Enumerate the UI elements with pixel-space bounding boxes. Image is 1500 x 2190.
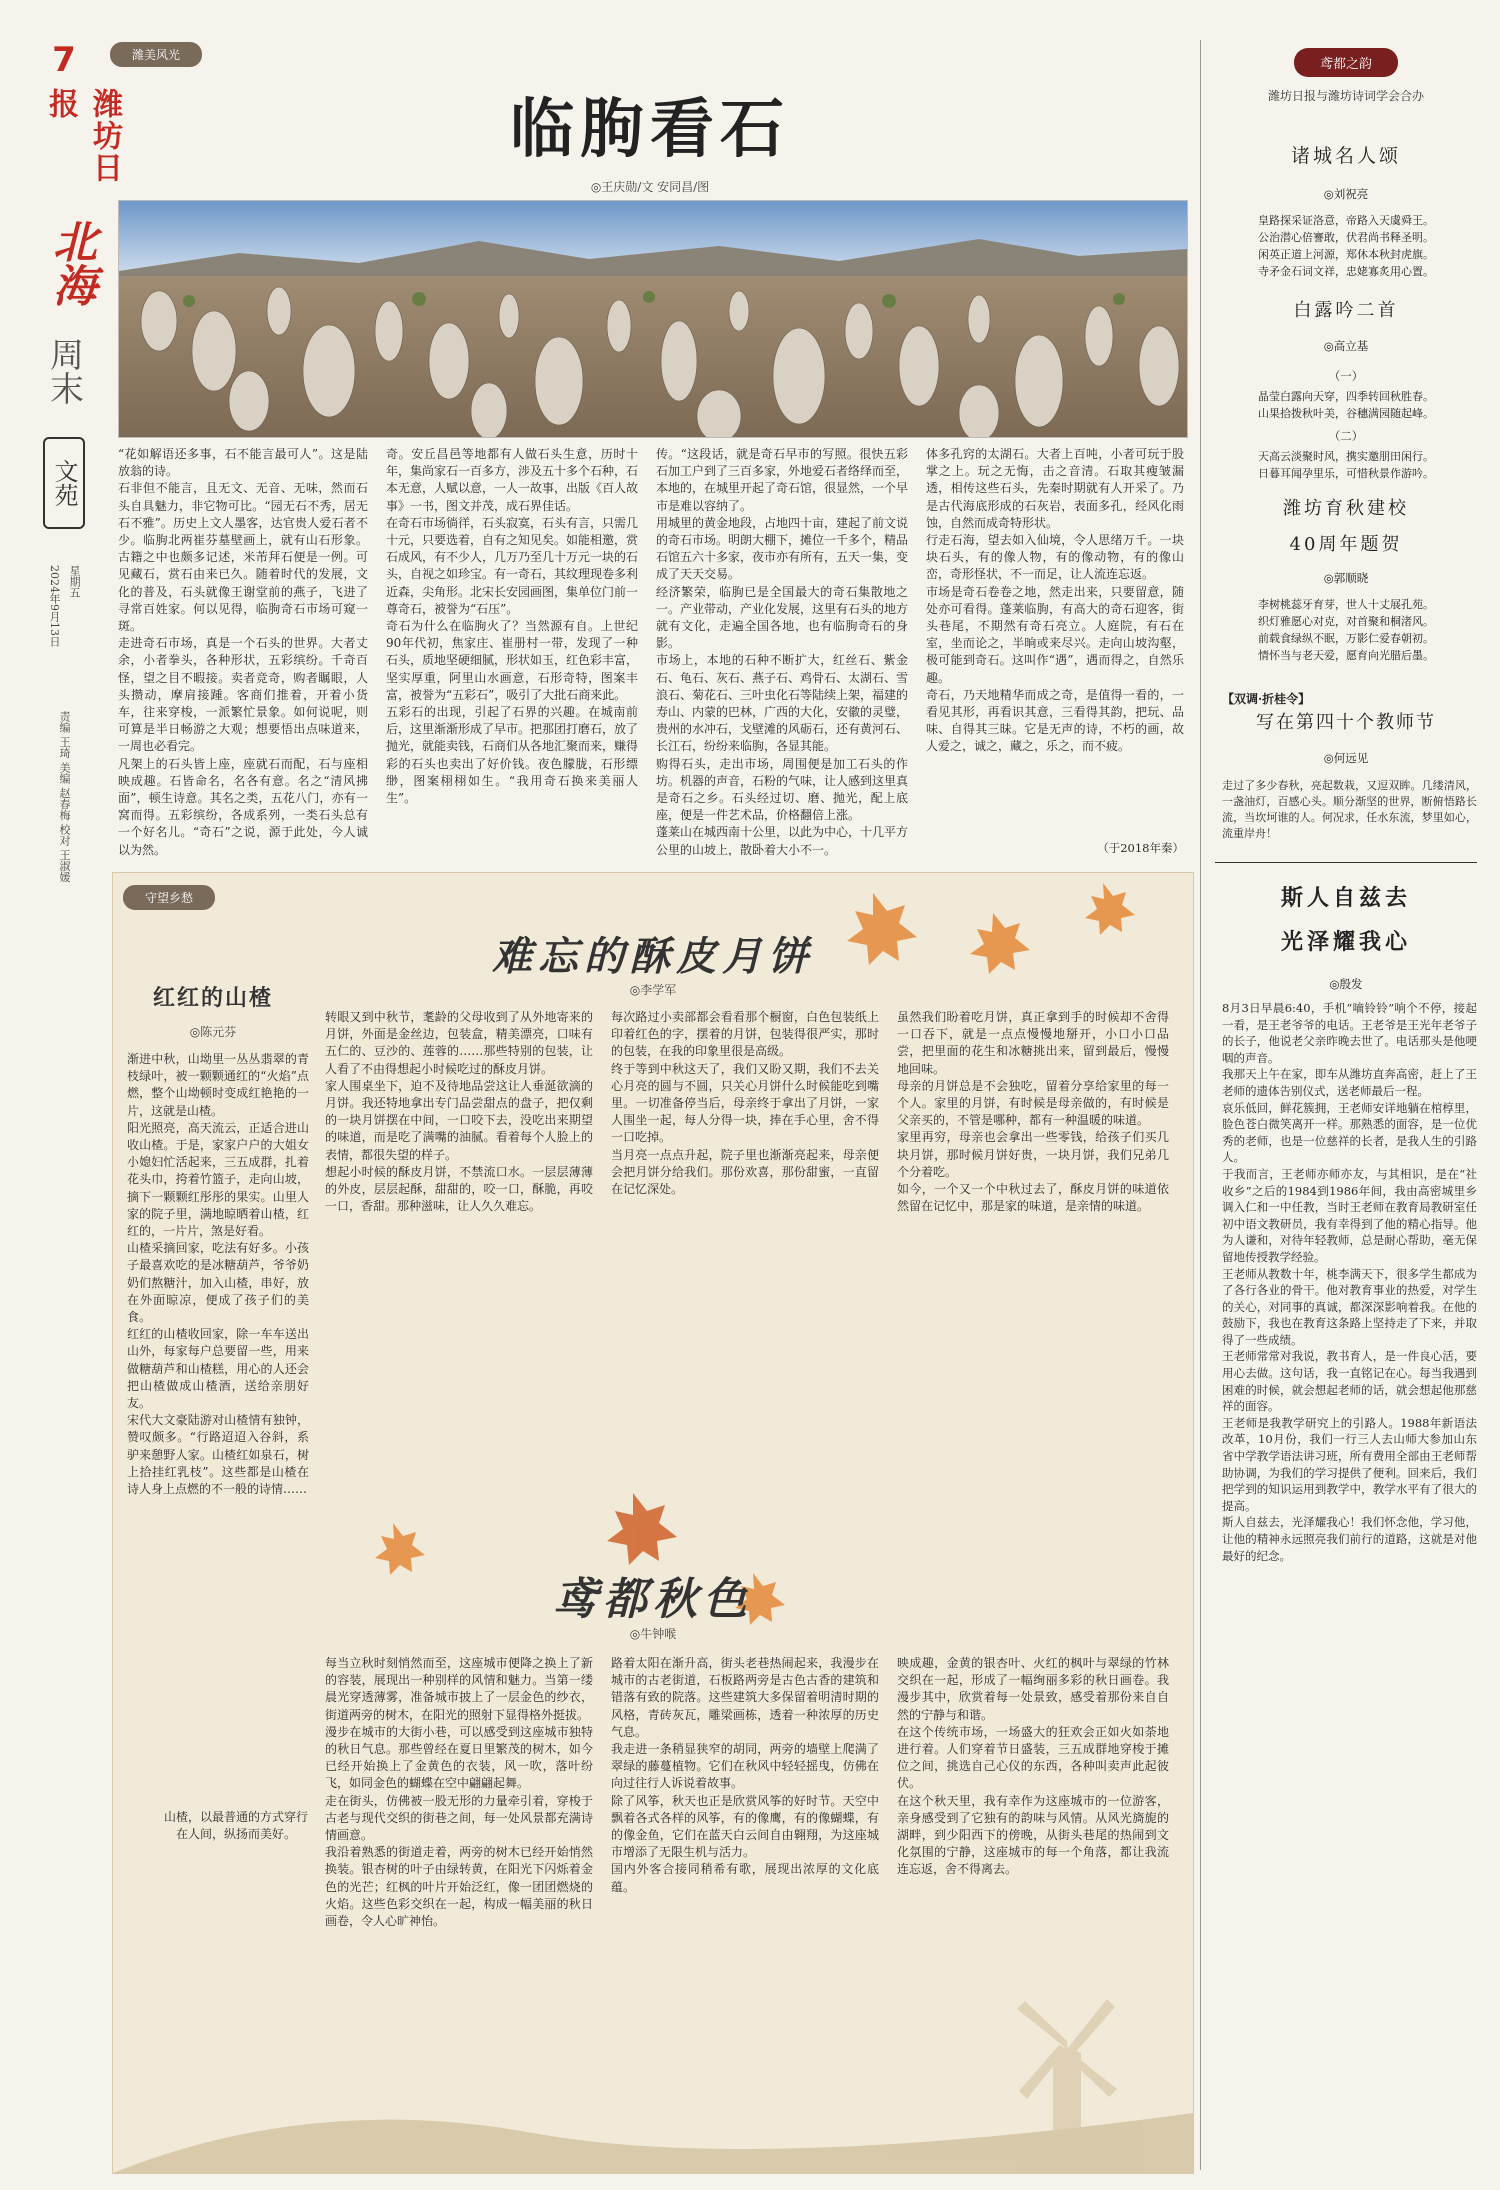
autumn-city-column-3: 映成趣，金黄的银杏叶、火红的枫叶与翠绿的竹林交织在一起，形成了一幅绚丽多彩的秋日画卷。我漫步其中，欣赏着每一处景致，感受着那份来自自然的宁静与和谐。 在这个传统市场，一场盛大的狂欢会正如火如荼地进行着。人们穿着节日盛装，三五成群地穿梭于摊位之间，挑选自己心仪的东西，各种叫卖声此起彼伏。 在这个秋天里，我有幸作为这座城市的一位游客，亲身感受到了它独有的韵味与风情。从风光旖旎的湖畔，到少阳西下的傍晚，从街头巷尾的热闹到文化氛围的宁静，这座城市的每一个角落，都让我流连忘返，舍不得离去。: [897, 1656, 1169, 1877]
poem2-part1-label: （一）: [1328, 369, 1364, 383]
article1-column-4: 体多孔窍的太湖石。大者上百吨，小者可玩于股掌之上。玩之无悔，击之音清。石取其瘦皱漏透，相传这些石头，先秦时期就有人开采了。乃是古代海底形成的石灰岩，表面多孔，经风化雨蚀，自然而成奇特形状。 行走石海，望去如入仙境，令人思绪万千。一块块石头，有的像人物，有的像动物，有的像山峦，奇形怪状，不一而足，让人流连忘返。 市场是奇石卷卷之地，然走出来，只要留意，随处亦可看得。蓬莱临朐，有高大的奇石迎客，街头巷尾，不期然有奇石亮立。人庭院，有石在室，坐而论之，半晌或来尽兴。走向山坡沟壑，极可能到奇石。这叫作“遇”，遇而得之，自然乐趣。 奇石，乃天地精华而成之奇，是值得一看的，一看见其形，再看识其意，三看得其韵，把玩、品味、自得其三昧。它是无声的诗，不朽的画，故人爱之，诚之，藏之，乐之，而不疲。: [926, 447, 1184, 754]
poem4-text: 走过了多少春秋，亮起数栽，又逗双眸。几缕清风，一盏油灯，百感心头。顺分渐坚的世界，断俯悟路长流，当坎坷谁的人。何况求，任水东流，梦里如心，流重岸舟！: [1222, 779, 1477, 840]
poem3-title: 潍坊育秋建校: [1283, 498, 1409, 519]
mooncake-title: 难忘的酥皮月饼: [492, 933, 814, 980]
article1-column-1: “花如解语还多事，石不能言最可人”。这是陆放翁的诗。 石非但不能言，且无文、无音、无味，然而石头自具魅力，非它物可比。“园无石不秀，居无石不雅”。历史上文人墨客，达官贵人爱石者不少。临朐北两崔芬墓壁画上，就有山石形象。古籍之中也颇多记述，米芾拜石便是一例。可见藏石，赏石由来已久。随着时代的发展，文化的普及，石头就像王谢堂前的燕子，飞进了寻常百姓家。何以见得，临朐奇石市场可窥一斑。 走进奇石市场，真是一个石头的世界。大者丈余，小者拳头，各种形状，五彩缤纷。千奇百怪，望之目不暇接。卖者竞奇，购者瞩眼，人头攒动，摩肩接踵。客商们推着，开着小货车，往来穿梭，一派繁忙景象。如何说呢，则可算是半日畅游之大观；想要悟出点味道来，一周也必看完。 凡架上的石头皆上座，座就石而配，石与座相映成趣。石皆命名，名各有意。名之“清风拂面”，顿生诗意。其名之类，五花八门，亦有一窝而得。五彩缤纷，各成系列，一类石头总有一个好名儿。“奇石”之说，源于此处，今人诚以为然。: [118, 447, 368, 856]
right-section-subtitle: 潍坊日报与潍坊诗词学会合办: [1267, 89, 1424, 103]
section-tag-scenery: 潍美风光: [110, 42, 202, 67]
mooncake-column-1: 转眼又到中秋节，耄龄的父母收到了从外地寄来的月饼，外面是金丝边，包装盒，精美漂亮，口味有五仁的、豆沙的、莲蓉的……那些特别的包装，让人看了不由得想起小时候吃过的酥皮月饼。 家人围桌坐下，迫不及待地品尝这让人垂涎欲滴的月饼。我还特地拿出专门品尝甜点的盘子，把仅剩的一块月饼摆在中间，一口咬下去，没吃出来期望的味道，而是吃了满嘴的油腻。看着每个人脸上的表情，都很失望的样子。 想起小时候的酥皮月饼，不禁流口水。一层层薄薄的外皮，层层起酥，甜甜的，咬一口，酥脆，再咬一口，香甜。那种滋味，让人久久难忘。: [325, 1010, 593, 1214]
mooncake-column-2: 每次路过小卖部都会看看那个橱窗，白色包装纸上印着红色的字，摆着的月饼，包装得很严实，那时的包装，在我的印象里很是高级。 终于等到中秋这天了，我们又盼又期，我们不去关心月亮的圆与不圆，只关心月饼什么时候能吃到嘴里。一切准备停当后，母亲终于拿出了月饼，一家人围坐一起，每人分得一块，捧在手心里，舍不得一口吃掉。 当月亮一点点升起，院子里也渐渐亮起来，母亲便会把月饼分给我们。那份欢喜，那份甜蜜，一直留在记忆深处。: [611, 1010, 879, 1197]
essay-author: ◎殷发: [1329, 977, 1363, 991]
stone-field-photo: [118, 200, 1188, 438]
issue-date: 2024年9月13日: [48, 565, 61, 647]
section-week: 周末: [43, 337, 84, 405]
article1-column-2: 奇。安丘昌邑等地都有人做石头生意，历时十年，集尚家石一百多方，涉及五十多个石种，石本无意，人赋以意，一人一故事，出版《百人故事》一书，图文并茂，成石界佳话。 在奇石市场徜徉，石头寂寞，石头有言，只需几十元，只要选着，自有之知见矣。如能相邀，赏石成风，有不少人，几万乃至几十万元一块的石头，自视之如珍宝。有一奇石，其纹理现卷多利近森，尖角形。北宋长安园画图，集单位门前一尊奇石，被誉为“石压”。 奇石为什么在临朐火了？当然源有自。上世纪90年代初，焦家庄、崔册村一带，发现了一种石头，质地坚硬细腻，形状如玉，红色彩丰富，坚实厚重，阿里山水画意，石形奇特，图案丰富，被誉为“五彩石”，吸引了大批石商来此。 五彩石的出现，引起了石界的兴趣。在城南前后，这里渐渐形成了早市。把那团打磨石，放了抛光，就能卖钱，石商们从各地汇聚而来，赚得彩的石头也卖出了好价钱。夜色朦胧，石形缥缈，图案栩栩如生。“我用奇石换来美丽人生”。: [386, 447, 638, 806]
article-byline: ◎王庆勋/文 安同昌/图: [590, 180, 710, 194]
poem2-title: 白露吟二首: [1293, 300, 1399, 321]
poem1-author: ◎刘祝亮: [1323, 187, 1369, 201]
hawthorn-closing: 山楂，以最普通的方式穿行在人间，纵扬而美好。: [163, 1810, 308, 1842]
mooncake-byline: ◎李学军: [629, 983, 677, 997]
article1-date-note: （于2018年秦）: [1097, 841, 1184, 855]
section-name: 北海: [45, 219, 96, 307]
poem4-author: ◎何远见: [1323, 751, 1369, 765]
autumn-city-column-2: 路着太阳在渐升高，街头老巷热闹起来，我漫步在城市的古老街道，石板路两旁是古色古香的建筑和错落有致的院落。这些建筑大多保留着明清时期的风格，青砖灰瓦，雕梁画栋，透着一种浓厚的历史气息。 我走进一条稍显狭窄的胡同，两旁的墙壁上爬满了翠绿的藤蔓植物。它们在秋风中轻轻摇曳，仿佛在向过往行人诉说着故事。 除了风筝，秋天也正是欣赏风筝的好时节。天空中飘着各式各样的风筝，有的像鹰，有的像蝴蝶，有的像金鱼，它们在蓝天白云间自由翱翔，为这座城市增添了无限生机与活力。 国内外客合接同稍希有歌，展现出浓厚的文化底蕴。: [611, 1656, 879, 1894]
page-number: 7: [52, 40, 76, 80]
essay-title-line1: 斯人自兹去: [1280, 885, 1411, 911]
poem2-author: ◎高立基: [1323, 339, 1369, 353]
poem3-author: ◎郭顺晓: [1323, 571, 1369, 585]
mooncake-column-3: 虽然我们盼着吃月饼，真正拿到手的时候却不舍得一口吞下，就是一点点慢慢地掰开，小口小口品尝，把里面的花生和冰糖挑出来，留到最后，慢慢地回味。 母亲的月饼总是不会独吃，留着分享给家里的每一个人。家里的月饼，有时候是母亲做的，有时候是父亲买的，不管是哪种，都有一种温暖的味道。 家里再穷，母亲也会拿出一些零钱，给孩子们买几块月饼，那时候月饼好贵，一块月饼，我们兄弟几个分着吃。 如今，一个又一个中秋过去了，酥皮月饼的味道依然留在记忆中，那是家的味道，是亲情的味道。: [897, 1010, 1169, 1214]
poem2-part1-text: 晶莹白露向天穿，四季转回秋胜春。 山果拾拨秋叶美，谷穗满园随起峰。: [1258, 390, 1434, 420]
paper-name: 潍坊日报: [43, 88, 122, 184]
hawthorn-title: 红红的山楂: [152, 985, 273, 1011]
autumn-city-title: 鸢都秋色: [553, 1574, 753, 1625]
autumn-city-byline: ◎牛钟喉: [629, 1627, 677, 1641]
hawthorn-byline: ◎陈元芬: [189, 1025, 237, 1039]
poem2-part2-label: （二）: [1328, 429, 1364, 443]
issue-weekday: 星期五: [68, 565, 81, 598]
essay-title-line2: 光泽耀我心: [1280, 929, 1411, 955]
poem4-tag: 【双调·折桂令】: [1222, 692, 1311, 706]
right-section-header: 鸢都之韵 潍坊日报与潍坊诗词学会合办: [1215, 48, 1477, 104]
essay-text: 8月3日早晨6:40，手机“嘀铃铃”响个不停，接起一看，是王老爷爷的电话。王老爷是王光年老爷子的长子，他说老父亲昨晚去世了。电话那头是他哽咽的声音。 我那天上午在家，即车从潍坊直奔高密，赶上了王老师的遗体告别仪式，送老师最后一程。 哀乐低回，鲜花簇拥，王老师安详地躺在棺椁里，脸色苍白微笑离开一样。那熟悉的面容，是一位优秀的老师，也是一位慈祥的长者，是我人生的引路人。 于我而言，王老师亦师亦友，与其相识，是在“社收乡”之后的1984到1986年间，我由高密城里乡调入仁和一中任教，当时王老师在教育局教研室任初中语文教研员，我有幸得到了他的精心指导。他为人谦和，对待年轻教师，总是耐心帮助，毫无保留地传授教学经验。 王老师从教数十年，桃李满天下，很多学生都成为了各行各业的骨干。他对教育事业的热爱，对学生的关心，对同事的真诚，都深深影响着我。在他的鼓励下，我也在教育这条路上坚持走了下来，并取得了一些成绩。 王老师常常对我说，教书育人，是一件良心活，要用心去做。这句话，我一直铭记在心。每当我遇到困难的时候，就会想起老师的话，就会想起他那慈祥的面容。 王老师是我教学研究上的引路人。1988年新语法改革，10月份，我们一行三人去山师大参加山东省中学教学语法讲习班，所有费用全部由王老师帮助协调，为我们的学习提供了便利。回来后，我们把学到的知识运用到教学中，教学水平有了很大的提高。 斯人自兹去，光泽耀我心！我们怀念他，学习他，让他的精神永远照亮我们前行的道路，这就是对他最好的纪念。: [1222, 1001, 1477, 1563]
right-column-divider: [1200, 40, 1201, 2170]
poem1-title: 诸城名人颂: [1290, 145, 1401, 167]
poem3-text: 李树桃蕊牙育芽，世人十丈展孔苑。 织灯雅愿心对克，对首聚和桐渚风。 前载食绿纵不眠，万影仁爱春朝初。 情怀当与老天爱，愿育向光腊后墨。: [1258, 598, 1434, 662]
autumn-feature-box: [112, 872, 1194, 2174]
column-badge: 文苑: [43, 437, 85, 529]
article-title: 临朐看石: [510, 92, 790, 167]
autumn-city-column-1: 每当立秋时刻悄然而至，这座城市便降之换上了新的容装，展现出一种别样的风情和魅力。当第一缕晨光穿透薄雾，准备城市披上了一层金色的纱衣，街道两旁的树木，在阳光的照射下显得格外挺拔。 漫步在城市的大街小巷，可以感受到这座城市独特的秋日气息。那些曾经在夏日里繁茂的树木，如今已经开始换上了金黄色的衣装，风一吹，落叶纷飞，如同金色的蝴蝶在空中翩翩起舞。 走在街头，仿佛被一股无形的力量牵引着，穿梭于古老与现代交织的街巷之间，每一处风景都充满诗情画意。 我沿着熟悉的街道走着，两旁的树木已经开始悄然换装。银杏树的叶子由绿转黄，在阳光下闪烁着金色的光芒；红枫的叶片开始泛红，像一团团燃烧的火焰。这些色彩交织在一起，构成一幅美丽的秋日画卷，令人心旷神怡。: [325, 1656, 593, 1929]
masthead: [38, 40, 122, 930]
poem2-part2-text: 天高云淡聚时风，携实邀朋田闲行。 日暮耳闻孕里乐，可惜秋景作游吟。: [1258, 450, 1434, 480]
right-column-rule: [1215, 862, 1477, 863]
poem1-text: 皇路探采证洛意，帝路入天虞舜王。 公治潜心倍謇敢，伏君尚书释圣明。 闲英正道上河源，郑休本秋封虎旗。 寺矛金石词文祥，忠姥寡炙用心置。: [1258, 214, 1434, 278]
section-tag-nostalgia: 守望乡愁: [123, 885, 215, 910]
stone-field-illustration: [119, 201, 1187, 437]
editors-credit: 责编 王琦 美编 赵春梅 校对 王淑媛: [58, 711, 71, 883]
poem4-title: 写在第四十个教师节: [1256, 712, 1436, 733]
hawthorn-text: 渐进中秋，山坳里一丛丛翡翠的青枝绿叶，被一颗颗通红的“火焰”点燃，整个山坳顿时变成红艳艳的一片，这就是山楂。 阳光照亮，高天流云，正适合进山收山楂。于是，家家户户的大姐女小媳妇忙活起来，三五成群，扎着花头巾，挎着竹篮子，走向山坡，摘下一颗颗红彤彤的果实。山里人家的院子里，满地晾晒着山楂，红红的，一片片，煞是好看。 山楂采摘回家，吃法有好多。小孩子最喜欢吃的是冰糖葫芦，爷爷奶奶们熬糖汁，加入山楂，串好，放在外面晾凉，便成了孩子们的美食。 红红的山楂收回家，除一车车送出山外，每家每户总要留一些，用来做糖葫芦和山楂糕，用心的人还会把山楂做成山楂酒，送给亲朋好友。 宋代大文豪陆游对山楂情有独钟，赞叹颇多。“行路迢迢入谷斜，系驴来憩野人家。山楂红如泉石，树上拾挂红乳枝”。这些都是山楂在诗人身上点燃的不一般的诗情……: [127, 1052, 309, 1497]
poem3-title-line2: 40周年题贺: [1289, 534, 1403, 555]
article1-column-3: 传。“这段话，就是奇石早市的写照。很快五彩石加工户到了三百多家，外地爱石者络绎而至，本地的，在城里开起了奇石馆，很显然，一个早市是难以容纳了。 用城里的黄金地段，占地四十亩，建起了前文说的奇石市场。明朗大棚下，摊位一千多个，精品石馆五六十多家，夜市亦有所有，五天一集，变成了天天交易。 经济繁荣，临朐已是全国最大的奇石集散地之一。产业带动，产业化发展，这里有石头的地方就有文化，走遍全国各地，也有临朐奇石的身影。 市场上，本地的石种不断扩大，红丝石、紫金石、龟石、灰石、燕子石、鸡骨石、太湖石、雪浪石、菊花石、三叶虫化石等陆续上架，福建的寿山、内蒙的巴林，广西的大化，安徽的灵璧，贵州的水冲石，戈壁滩的风砺石，还有黄河石、长江石，纷纷来临朐，各显其能。 购得石头，走出市场，周围便是加工石头的作坊。机器的声音，石粉的气味，让人感到这里真是奇石之乡。石头经过切、磨、抛光，配上底座，便是一件艺术品，价格翻倍上涨。 蓬莱山在城西南十公里，以此为中心，十几平方公里的山坡上，散卧着大小不一。: [656, 447, 908, 856]
